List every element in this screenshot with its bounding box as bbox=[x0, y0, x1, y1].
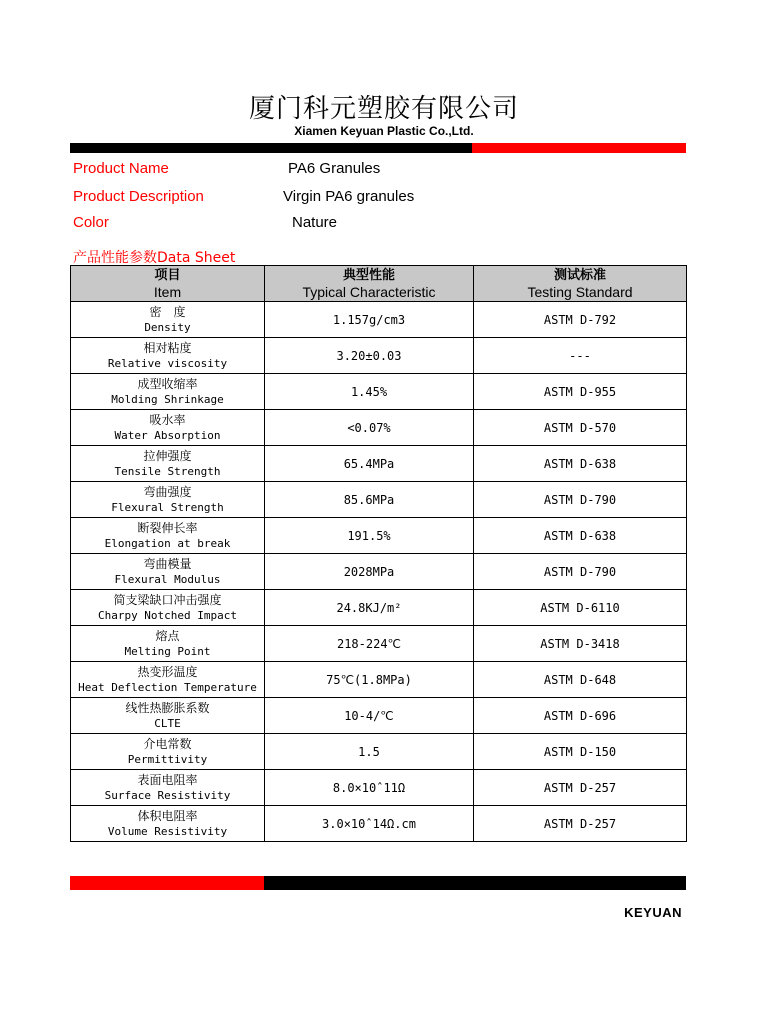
table-row bbox=[71, 446, 687, 482]
table-row bbox=[71, 338, 687, 374]
testing-standard: ASTM D-150 bbox=[474, 734, 687, 770]
item-name-en: Density bbox=[144, 320, 191, 334]
item-cell bbox=[71, 554, 265, 590]
item-name-en: Melting Point bbox=[124, 644, 211, 658]
table-row bbox=[71, 410, 687, 446]
item-name-cn: 线性热膨胀系数 bbox=[125, 700, 210, 715]
footer-bar-black bbox=[264, 876, 686, 890]
item-cell bbox=[71, 518, 265, 554]
item-name-en: Volume Resistivity bbox=[107, 824, 228, 838]
item-cell bbox=[71, 770, 265, 806]
item-cell bbox=[71, 698, 265, 734]
item-name-cn: 弯曲模量 bbox=[143, 556, 192, 571]
item-name-en: Molding Shrinkage bbox=[111, 392, 224, 406]
item-name-en: Flexural Strength bbox=[111, 500, 224, 514]
item-name-cn: 成型收缩率 bbox=[137, 376, 198, 391]
typical-value: <0.07% bbox=[265, 410, 474, 446]
item-name-cn: 弯曲强度 bbox=[143, 484, 192, 499]
item-name-cn: 热变形温度 bbox=[137, 664, 198, 679]
footer-bar-red bbox=[70, 876, 264, 890]
typical-value: 2028MPa bbox=[265, 554, 474, 590]
item-cell bbox=[71, 374, 265, 410]
header-standard bbox=[474, 266, 687, 302]
header-item bbox=[71, 266, 265, 302]
item-cell bbox=[71, 410, 265, 446]
testing-standard: ASTM D-257 bbox=[474, 770, 687, 806]
typical-value: 24.8KJ/m² bbox=[265, 590, 474, 626]
testing-standard: ASTM D-955 bbox=[474, 374, 687, 410]
typical-value: 75℃(1.8MPa) bbox=[265, 662, 474, 698]
product-description-value: Virgin PA6 granules bbox=[283, 188, 415, 205]
testing-standard: ASTM D-638 bbox=[474, 518, 687, 554]
table-row bbox=[71, 482, 687, 518]
item-cell bbox=[71, 338, 265, 374]
item-name-en: Permittivity bbox=[127, 752, 208, 766]
item-name-en: Water Absorption bbox=[114, 428, 221, 442]
product-description-label: Product Description bbox=[73, 188, 204, 205]
item-name-en: Charpy Notched Impact bbox=[97, 608, 238, 622]
item-cell bbox=[71, 734, 265, 770]
table-row bbox=[71, 662, 687, 698]
item-cell bbox=[71, 590, 265, 626]
testing-standard: ASTM D-648 bbox=[474, 662, 687, 698]
item-name-en: Surface Resistivity bbox=[104, 788, 231, 802]
testing-standard: ASTM D-790 bbox=[474, 554, 687, 590]
typical-value: 1.45% bbox=[265, 374, 474, 410]
testing-standard: ASTM D-790 bbox=[474, 482, 687, 518]
item-name-cn: 介电常数 bbox=[143, 736, 192, 751]
item-name-cn: 表面电阻率 bbox=[137, 772, 198, 787]
color-label: Color bbox=[73, 214, 109, 231]
header-standard-cn: 测试标准 bbox=[553, 267, 606, 283]
header-bar-red bbox=[472, 143, 686, 153]
table-row bbox=[71, 626, 687, 662]
header-standard-en: Testing Standard bbox=[527, 283, 633, 300]
header-bar-black bbox=[70, 143, 472, 153]
item-name-cn: 拉伸强度 bbox=[143, 448, 192, 463]
item-name-cn: 密 度 bbox=[149, 304, 186, 319]
table-row bbox=[71, 302, 687, 338]
item-cell bbox=[71, 662, 265, 698]
header-typical-en: Typical Characteristic bbox=[302, 283, 436, 300]
typical-value: 8.0×10ˆ11Ω bbox=[265, 770, 474, 806]
typical-value: 191.5% bbox=[265, 518, 474, 554]
data-sheet-table bbox=[70, 265, 687, 842]
table-row bbox=[71, 374, 687, 410]
typical-value: 3.20±0.03 bbox=[265, 338, 474, 374]
table-row bbox=[71, 734, 687, 770]
item-cell bbox=[71, 806, 265, 842]
typical-value: 85.6MPa bbox=[265, 482, 474, 518]
data-sheet-title: 产品性能参数Data Sheet bbox=[73, 250, 236, 266]
typical-value: 3.0×10ˆ14Ω.cm bbox=[265, 806, 474, 842]
typical-value: 1.157g/cm3 bbox=[265, 302, 474, 338]
testing-standard: ASTM D-638 bbox=[474, 446, 687, 482]
item-cell bbox=[71, 302, 265, 338]
item-name-cn: 熔点 bbox=[155, 628, 180, 643]
header-item-cn: 项目 bbox=[154, 267, 181, 283]
item-name-en: Heat Deflection Temperature bbox=[78, 680, 257, 694]
table-row bbox=[71, 770, 687, 806]
product-name-label: Product Name bbox=[73, 160, 169, 177]
testing-standard: ASTM D-257 bbox=[474, 806, 687, 842]
item-name-cn: 体积电阻率 bbox=[137, 808, 198, 823]
testing-standard: ASTM D-3418 bbox=[474, 626, 687, 662]
item-cell bbox=[71, 626, 265, 662]
table-row bbox=[71, 590, 687, 626]
item-name-cn: 相对粘度 bbox=[143, 340, 192, 355]
testing-standard: ASTM D-6110 bbox=[474, 590, 687, 626]
item-name-en: Elongation at break bbox=[104, 536, 231, 550]
typical-value: 65.4MPa bbox=[265, 446, 474, 482]
item-name-cn: 断裂伸长率 bbox=[137, 520, 198, 535]
product-name-value: PA6 Granules bbox=[288, 160, 381, 177]
item-name-en: Flexural Modulus bbox=[114, 572, 221, 586]
table-header-row bbox=[71, 266, 687, 302]
testing-standard: ASTM D-570 bbox=[474, 410, 687, 446]
item-name-en: Relative viscosity bbox=[107, 356, 228, 370]
table-row bbox=[71, 518, 687, 554]
typical-value: 10-4/℃ bbox=[265, 698, 474, 734]
testing-standard: ASTM D-696 bbox=[474, 698, 687, 734]
testing-standard: --- bbox=[474, 338, 687, 374]
item-name-cn: 吸水率 bbox=[149, 412, 186, 427]
item-cell bbox=[71, 446, 265, 482]
table-row bbox=[71, 806, 687, 842]
header-typical-cn: 典型性能 bbox=[342, 267, 395, 283]
item-name-en: CLTE bbox=[154, 716, 181, 730]
item-cell bbox=[71, 482, 265, 518]
typical-value: 1.5 bbox=[265, 734, 474, 770]
typical-value: 218-224℃ bbox=[265, 626, 474, 662]
testing-standard: ASTM D-792 bbox=[474, 302, 687, 338]
item-name-en: Tensile Strength bbox=[114, 464, 221, 478]
color-value: Nature bbox=[292, 214, 338, 231]
table-row bbox=[71, 554, 687, 590]
company-name-en: Xiamen Keyuan Plastic Co.,Ltd. bbox=[294, 124, 474, 138]
footer-brand: KEYUAN bbox=[624, 905, 682, 920]
item-name-cn: 简支梁缺口冲击强度 bbox=[113, 592, 222, 607]
header-item-en: Item bbox=[153, 283, 182, 300]
table-row bbox=[71, 698, 687, 734]
header-typical bbox=[265, 266, 474, 302]
company-name-cn: 厦门科元塑胶有限公司 bbox=[248, 94, 519, 124]
